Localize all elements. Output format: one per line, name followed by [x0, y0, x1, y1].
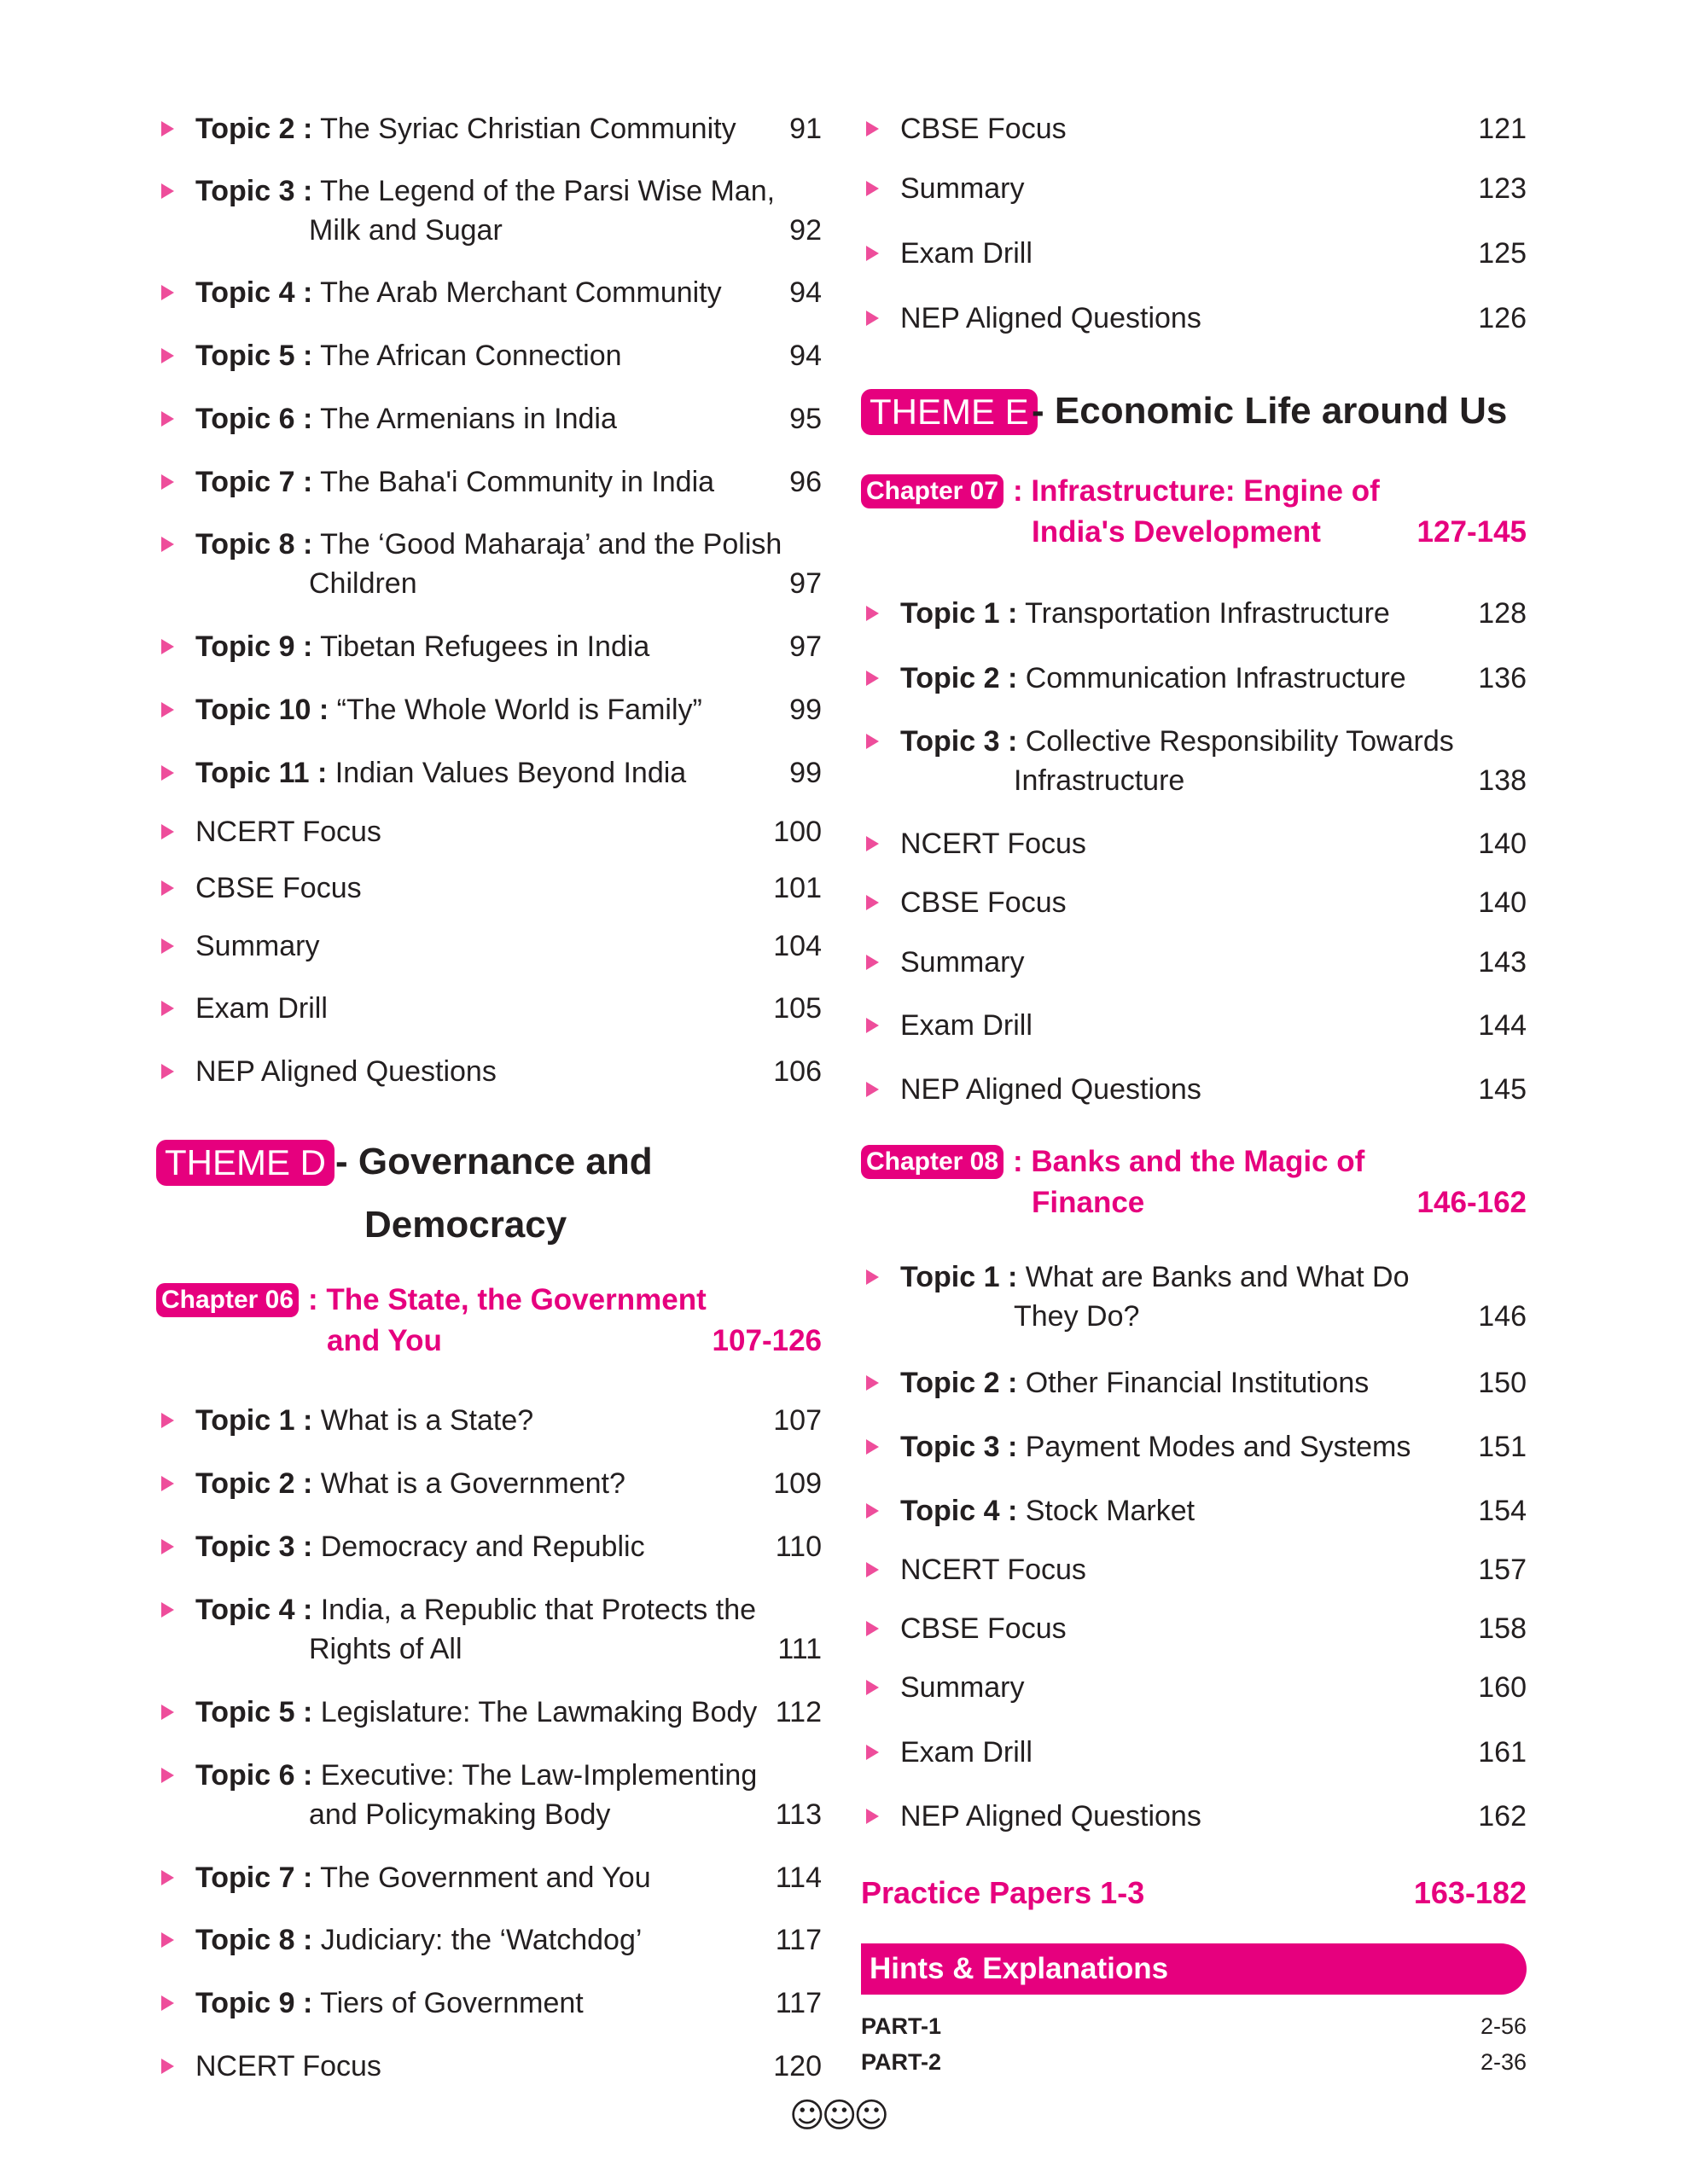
footer-smileys: ☺☺☺ [789, 2096, 887, 2135]
toc-entry-text [195, 690, 724, 729]
toc-entry[interactable] [861, 883, 1527, 922]
topic-title: Summary [900, 1671, 1025, 1704]
toc-entry[interactable] [156, 1590, 822, 1669]
toc-entry-text [900, 1363, 1429, 1403]
toc-entry-text [195, 1464, 724, 1503]
page-number: 94 [789, 276, 822, 309]
topic-label: Topic 9 : [195, 1987, 313, 2019]
toc-entry[interactable] [156, 462, 822, 502]
toc-entry-text [195, 525, 782, 564]
topic-title: NEP Aligned Questions [900, 1073, 1201, 1106]
page-number: 161 [1478, 1736, 1527, 1769]
page-number: 157 [1478, 1554, 1527, 1586]
bullet-triangle-icon [161, 1001, 174, 1016]
topic-title: Legislature: The Lawmaking Body [320, 1696, 758, 1728]
bullet-triangle-icon [866, 121, 879, 136]
bullet-triangle-icon [866, 1503, 879, 1519]
bullet-triangle-icon [161, 285, 174, 300]
topic-title: What is a State? [320, 1404, 534, 1437]
page-number: 151 [1478, 1431, 1527, 1463]
page-number: 111 [777, 1633, 822, 1665]
page-number: 95 [789, 403, 822, 435]
topic-label: Topic 1 : [900, 597, 1018, 630]
topic-title: Executive: The Law-Implementing [320, 1759, 758, 1792]
toc-entry[interactable] [861, 1006, 1527, 1045]
topic-title: Indian Values Beyond India [334, 757, 687, 789]
toc-entry[interactable] [861, 299, 1527, 338]
topic-title: What are Banks and What Do [1025, 1261, 1410, 1293]
toc-entry-text [900, 1550, 1429, 1589]
toc-entry[interactable] [861, 1070, 1527, 1109]
topic-title: Tiers of Government [320, 1987, 584, 2019]
chapter-badge: Chapter 07 [861, 474, 1003, 508]
toc-entry[interactable] [861, 594, 1527, 633]
toc-entry-text [900, 943, 1429, 982]
theme-heading [156, 1140, 822, 1251]
topic-title: Transportation Infrastructure [1025, 597, 1390, 630]
bullet-triangle-icon [866, 1680, 879, 1695]
page-number: 107 [773, 1404, 822, 1437]
toc-entry[interactable] [156, 753, 822, 793]
toc-entry[interactable] [156, 868, 822, 908]
topic-title: The Syriac Christian Community [320, 113, 736, 145]
topic-title-line2: Children [309, 567, 417, 600]
toc-entry[interactable] [156, 627, 822, 666]
chapter-heading[interactable] [861, 472, 1527, 557]
toc-entry-text [195, 1984, 724, 2023]
page-number: 117 [775, 1924, 822, 1956]
toc-entry[interactable] [861, 1258, 1527, 1336]
topic-label: Topic 5 : [195, 1696, 313, 1728]
topic-title-line2: They Do? [1014, 1300, 1140, 1333]
topic-title: NEP Aligned Questions [900, 1800, 1201, 1833]
toc-entry[interactable] [156, 1756, 822, 1834]
bullet-triangle-icon [866, 671, 879, 686]
topic-title: The Legend of the Parsi Wise Man, [320, 175, 776, 207]
topic-title: CBSE Focus [900, 1612, 1067, 1645]
page-number: 128 [1478, 597, 1527, 630]
toc-entry[interactable] [861, 1609, 1527, 1648]
bullet-triangle-icon [866, 955, 879, 970]
bullet-triangle-icon [161, 1870, 174, 1885]
toc-entry-text [900, 1006, 1429, 1045]
page-number: 92 [789, 214, 822, 247]
topic-label: Topic 9 : [195, 630, 313, 663]
toc-entry[interactable] [156, 273, 822, 312]
page-number: 138 [1478, 764, 1527, 797]
chapter-badge: Chapter 06 [156, 1283, 299, 1317]
toc-entry[interactable] [156, 812, 822, 851]
chapter-page-range: 107-126 [712, 1324, 822, 1357]
bullet-triangle-icon [866, 1745, 879, 1760]
toc-entry-text [900, 659, 1429, 698]
bullet-triangle-icon [161, 702, 174, 717]
page-number: 106 [773, 1055, 822, 1088]
topic-label: Topic 4 : [195, 276, 313, 309]
page-number: 112 [775, 1696, 822, 1728]
bullet-triangle-icon [161, 938, 174, 954]
topic-title: The Baha'i Community in India [320, 466, 715, 498]
toc-entry[interactable] [861, 722, 1527, 800]
toc-entry-text [900, 1733, 1429, 1772]
topic-label: Topic 11 : [195, 757, 328, 789]
topic-title: Summary [900, 946, 1025, 979]
topic-label: Topic 10 : [195, 694, 329, 726]
topic-title: NCERT Focus [195, 2050, 381, 2082]
toc-entry-text [195, 1590, 757, 1629]
toc-entry-text [900, 1070, 1429, 1109]
toc-entry[interactable] [861, 234, 1527, 273]
topic-label: Topic 7 : [195, 1862, 313, 1894]
toc-entry[interactable] [861, 659, 1527, 698]
topic-title: Summary [900, 172, 1025, 205]
topic-title: Judiciary: the ‘Watchdog’ [320, 1924, 643, 1956]
bullet-triangle-icon [866, 895, 879, 910]
bullet-triangle-icon [866, 1562, 879, 1577]
theme-badge: THEME D [156, 1140, 334, 1186]
page-number: 96 [789, 466, 822, 498]
toc-entry[interactable] [861, 169, 1527, 208]
topic-title: Exam Drill [900, 237, 1033, 270]
page-number: 120 [773, 2050, 822, 2082]
theme-title: - Governance and [335, 1141, 653, 1182]
page-number: 100 [773, 816, 822, 848]
toc-entry-text [900, 594, 1429, 633]
theme-badge: THEME E [861, 389, 1038, 435]
page-number: 160 [1478, 1671, 1527, 1704]
topic-label: Topic 2 : [195, 113, 313, 145]
page-number: 91 [789, 113, 822, 145]
practice-papers-heading[interactable] [861, 1873, 1527, 1914]
topic-title: The Armenians in India [320, 403, 617, 435]
toc-entry-text [195, 1756, 758, 1795]
topic-title: Stock Market [1025, 1495, 1195, 1527]
page-number: 150 [1478, 1367, 1527, 1399]
topic-title: “The Whole World is Family” [336, 694, 702, 726]
bullet-triangle-icon [866, 1269, 879, 1285]
bullet-triangle-icon [866, 311, 879, 326]
bullet-triangle-icon [866, 1621, 879, 1636]
bullet-triangle-icon [161, 1995, 174, 2011]
chapter-page-range: 127-145 [1416, 515, 1527, 549]
toc-entry[interactable] [861, 1427, 1527, 1467]
toc-entry-text [900, 1609, 1429, 1648]
bullet-triangle-icon [161, 1476, 174, 1491]
topic-label: Topic 3 : [195, 175, 313, 207]
page-number: 97 [789, 630, 822, 663]
toc-entry[interactable] [156, 525, 822, 603]
bullet-triangle-icon [866, 1018, 879, 1033]
part-name: PART-2 [861, 2049, 942, 2075]
toc-entry[interactable] [156, 926, 822, 966]
topic-title: CBSE Focus [900, 113, 1067, 145]
page-number: 101 [773, 872, 822, 904]
bullet-triangle-icon [161, 183, 174, 199]
toc-entry[interactable] [156, 1464, 822, 1503]
toc-entry[interactable] [156, 2047, 822, 2086]
toc-entry-text [195, 1858, 724, 1897]
page-number: 110 [775, 1531, 822, 1563]
page-number: 144 [1478, 1009, 1527, 1042]
toc-entry[interactable] [861, 1363, 1527, 1403]
chapter-page-range: 146-162 [1416, 1186, 1527, 1219]
toc-entry-text [900, 1258, 1429, 1297]
theme-title: - Economic Life around Us [1032, 390, 1508, 432]
topic-title-line2: Milk and Sugar [309, 214, 503, 247]
topic-label: Topic 3 : [195, 1531, 313, 1563]
toc-entry[interactable] [861, 1668, 1527, 1707]
bullet-triangle-icon [866, 1082, 879, 1097]
topic-title: Exam Drill [900, 1736, 1033, 1769]
topic-title: NCERT Focus [900, 828, 1086, 860]
topic-title: What is a Government? [320, 1467, 625, 1500]
toc-entry[interactable] [861, 1550, 1527, 1589]
toc-entry[interactable] [156, 1693, 822, 1732]
toc-entry-text [900, 109, 1429, 148]
chapter-title-line2: India's Development [1032, 515, 1321, 549]
bullet-triangle-icon [866, 1809, 879, 1824]
toc-entry-text [900, 1427, 1429, 1467]
toc-entry[interactable] [156, 1527, 822, 1566]
page-number: 121 [1478, 113, 1527, 145]
toc-entry-text [900, 883, 1429, 922]
toc-entry-text [195, 2047, 724, 2086]
topic-title: NEP Aligned Questions [195, 1055, 497, 1088]
bullet-triangle-icon [866, 836, 879, 851]
page-number: 99 [789, 694, 822, 726]
topic-label: Topic 2 : [195, 1467, 313, 1500]
toc-entry-text [900, 1797, 1429, 1836]
page-number: 123 [1478, 172, 1527, 205]
bullet-triangle-icon [161, 1768, 174, 1783]
chapter-title: : Banks and the Magic of [1013, 1145, 1365, 1178]
toc-entry[interactable] [156, 1920, 822, 1960]
page-number: 125 [1478, 237, 1527, 270]
part-range: 2-56 [1480, 2013, 1527, 2039]
toc-entry-text [900, 299, 1429, 338]
chapter-heading[interactable] [861, 1142, 1527, 1228]
toc-entry[interactable] [156, 399, 822, 439]
answer-part-row[interactable] [861, 2047, 1527, 2077]
bullet-triangle-icon [161, 1932, 174, 1948]
toc-entry-text [195, 109, 736, 148]
bullet-triangle-icon [161, 880, 174, 896]
toc-entry[interactable] [861, 943, 1527, 982]
bullet-triangle-icon [161, 121, 174, 136]
topic-title: The ‘Good Maharaja’ and the Polish [320, 528, 782, 561]
topic-title-line2: and Policymaking Body [309, 1798, 611, 1831]
bullet-triangle-icon [866, 1439, 879, 1455]
topic-label: Topic 2 : [900, 662, 1018, 694]
topic-label: Topic 4 : [195, 1594, 313, 1626]
chapter-badge: Chapter 08 [861, 1145, 1003, 1179]
toc-entry[interactable] [861, 824, 1527, 863]
bullet-triangle-icon [161, 1413, 174, 1428]
toc-entry-text [195, 1052, 724, 1091]
page-number: 109 [773, 1467, 822, 1500]
bullet-triangle-icon [161, 474, 174, 490]
topic-label: Topic 4 : [900, 1495, 1018, 1527]
topic-label: Topic 8 : [195, 1924, 313, 1956]
page-number: 146 [1478, 1300, 1527, 1333]
page-number: 140 [1478, 886, 1527, 919]
toc-entry[interactable] [156, 690, 822, 729]
topic-title: NCERT Focus [195, 816, 381, 848]
topic-label: Topic 6 : [195, 1759, 313, 1792]
toc-entry-text [900, 1668, 1429, 1707]
toc-entry-text [900, 169, 1429, 208]
topic-label: Topic 1 : [900, 1261, 1018, 1293]
toc-entry[interactable] [156, 109, 822, 148]
topic-title-line2: Infrastructure [1014, 764, 1185, 797]
bullet-triangle-icon [161, 1539, 174, 1554]
practice-papers-label: Practice Papers 1-3 [861, 1875, 1145, 1910]
toc-entry-text [900, 824, 1429, 863]
toc-entry-text [195, 1527, 724, 1566]
toc-entry-text [195, 399, 724, 439]
chapter-title: : Infrastructure: Engine of [1013, 474, 1380, 508]
topic-label: Topic 3 : [900, 1431, 1018, 1463]
page-number: 136 [1478, 662, 1527, 694]
toc-entry[interactable] [156, 1858, 822, 1897]
bullet-triangle-icon [161, 1064, 174, 1079]
toc-entry-text [900, 234, 1429, 273]
topic-title: Communication Infrastructure [1025, 662, 1406, 694]
topic-label: Topic 2 : [900, 1367, 1018, 1399]
topic-title: The African Connection [320, 340, 622, 372]
toc-entry[interactable] [156, 171, 822, 250]
topic-title: The Arab Merchant Community [320, 276, 722, 309]
bullet-triangle-icon [866, 246, 879, 261]
bullet-triangle-icon [161, 765, 174, 781]
bullet-triangle-icon [161, 639, 174, 654]
bullet-triangle-icon [161, 537, 174, 552]
bullet-triangle-icon [161, 348, 174, 363]
topic-title: Other Financial Institutions [1025, 1367, 1370, 1399]
bullet-triangle-icon [866, 734, 879, 749]
bullet-triangle-icon [161, 1602, 174, 1618]
toc-entry-text [195, 462, 724, 502]
page-number: 158 [1478, 1612, 1527, 1645]
topic-title: CBSE Focus [900, 886, 1067, 919]
topic-label: Topic 6 : [195, 403, 313, 435]
practice-papers-range: 163-182 [1413, 1875, 1527, 1910]
topic-title: Collective Responsibility Towards [1025, 725, 1454, 758]
toc-entry-text [195, 812, 724, 851]
part-name: PART-1 [861, 2013, 942, 2039]
topic-title: CBSE Focus [195, 872, 362, 904]
bullet-triangle-icon [866, 181, 879, 196]
hints-explanations-bar[interactable]: Hints & Explanations [861, 1943, 1527, 1995]
page-number: 140 [1478, 828, 1527, 860]
chapter-title-line2: Finance [1032, 1186, 1145, 1219]
topic-title: Exam Drill [900, 1009, 1033, 1042]
topic-title-line2: Rights of All [309, 1633, 462, 1665]
toc-entry[interactable] [861, 109, 1527, 148]
topic-label: Topic 1 : [195, 1404, 313, 1437]
page-number: 114 [775, 1862, 822, 1894]
toc-entry[interactable] [156, 989, 822, 1028]
topic-label: Topic 3 : [900, 725, 1018, 758]
topic-label: Topic 7 : [195, 466, 313, 498]
toc-entry-text [195, 1401, 724, 1440]
bullet-triangle-icon [161, 2059, 174, 2074]
topic-title: Tibetan Refugees in India [320, 630, 650, 663]
toc-entry-text [195, 868, 724, 908]
toc-entry[interactable] [861, 1797, 1527, 1836]
toc-entry-text [900, 722, 1454, 761]
page-number: 145 [1478, 1073, 1527, 1106]
toc-entry-text [195, 627, 724, 666]
chapter-heading[interactable] [156, 1281, 822, 1366]
topic-title: Democracy and Republic [320, 1531, 645, 1563]
bullet-triangle-icon [161, 824, 174, 839]
page-number: 117 [775, 1987, 822, 2019]
bullet-triangle-icon [866, 1375, 879, 1391]
toc-entry-text [195, 273, 724, 312]
toc-entry[interactable] [861, 1491, 1527, 1531]
part-range: 2-36 [1480, 2049, 1527, 2075]
page-number: 126 [1478, 302, 1527, 334]
toc-entry-text [900, 1491, 1429, 1531]
topic-title: India, a Republic that Protects the [320, 1594, 757, 1626]
page-number: 104 [773, 930, 822, 962]
toc-entry[interactable] [156, 1052, 822, 1091]
theme-title-line2: Democracy [364, 1204, 567, 1246]
answer-part-row[interactable] [861, 2011, 1527, 2042]
toc-entry[interactable] [156, 1401, 822, 1440]
topic-title: Exam Drill [195, 992, 328, 1025]
toc-entry[interactable] [861, 1733, 1527, 1772]
topic-title: NCERT Focus [900, 1554, 1086, 1586]
topic-title: The Government and You [320, 1862, 651, 1894]
chapter-title: : The State, the Government [308, 1283, 707, 1316]
bullet-triangle-icon [866, 606, 879, 621]
toc-entry-text [195, 753, 724, 793]
page-number: 143 [1478, 946, 1527, 979]
topic-label: Topic 8 : [195, 528, 313, 561]
toc-entry-text [195, 1920, 724, 1960]
toc-entry-text [195, 171, 776, 211]
topic-title: Payment Modes and Systems [1025, 1431, 1411, 1463]
toc-entry-text [195, 926, 724, 966]
page-number: 154 [1478, 1495, 1527, 1527]
toc-entry-text [195, 336, 724, 375]
toc-entry-text [195, 1693, 758, 1732]
topic-label: Topic 5 : [195, 340, 313, 372]
toc-entry-text [195, 989, 724, 1028]
bullet-triangle-icon [161, 411, 174, 427]
topic-title: Summary [195, 930, 320, 962]
bullet-triangle-icon [161, 1705, 174, 1720]
topic-title: NEP Aligned Questions [900, 302, 1201, 334]
page-number: 105 [773, 992, 822, 1025]
chapter-title-line2: and You [327, 1324, 442, 1357]
page-number: 97 [789, 567, 822, 600]
page-number: 99 [789, 757, 822, 789]
page-number: 113 [775, 1798, 822, 1831]
toc-entry[interactable] [156, 1984, 822, 2023]
page-number: 94 [789, 340, 822, 372]
toc-entry[interactable] [156, 336, 822, 375]
page-number: 162 [1478, 1800, 1527, 1833]
